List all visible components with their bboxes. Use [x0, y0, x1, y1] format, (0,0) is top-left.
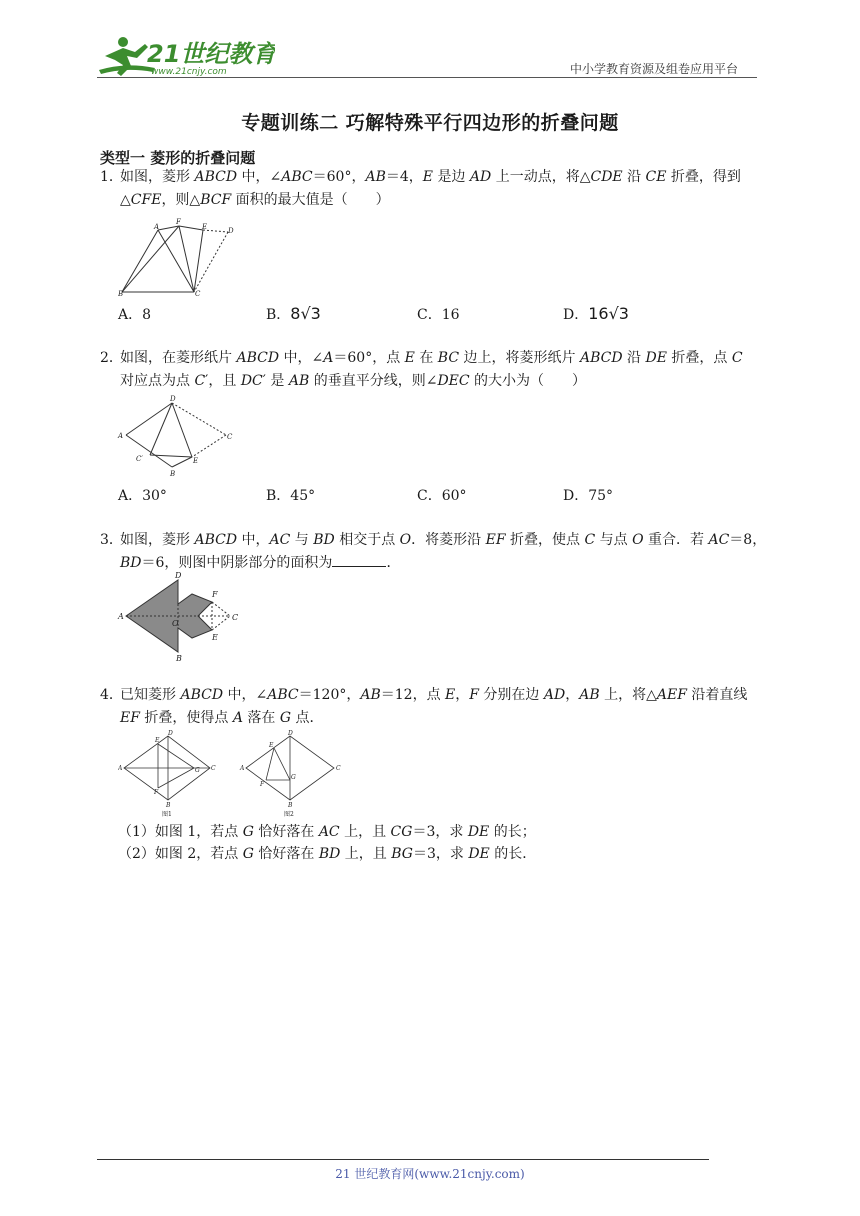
- figure-q4-2: [238, 728, 348, 824]
- svg-text:C: C: [195, 290, 201, 298]
- svg-text:A: A: [154, 223, 160, 231]
- svg-text:B: B: [288, 802, 293, 809]
- svg-text:E: E: [193, 457, 199, 465]
- svg-text:E: E: [155, 737, 160, 744]
- svg-text:A: A: [118, 432, 124, 440]
- svg-text:G: G: [291, 774, 296, 781]
- question-4: 4．已知菱形 ABCD 中，∠ABC＝120°，AB＝12，点 E，F 分别在边 AD，AB 上，将△AEF 沿着直线 EF 折叠，使得点 A 落在 G 点．: [100, 684, 770, 730]
- header-divider: [97, 77, 757, 78]
- question-4-part-2: （2）如图 2，若点 G 恰好落在 BD 上，且 BG＝3，求 DE 的长．: [118, 846, 537, 862]
- svg-text:A: A: [240, 765, 245, 772]
- question-number: 2．: [100, 350, 123, 366]
- svg-text:F: F: [176, 218, 181, 226]
- figure-q3: [116, 570, 251, 666]
- figure-label: 图2: [284, 811, 294, 818]
- svg-text:F: F: [154, 789, 159, 796]
- svg-text:C: C: [227, 433, 233, 441]
- answer-blank: [332, 552, 386, 567]
- svg-text:E: E: [202, 223, 208, 231]
- logo: [95, 32, 275, 78]
- svg-text:C: C: [336, 765, 341, 772]
- question-2: 2．如图，在菱形纸片 ABCD 中，∠A＝60°，点 E 在 BC 边上，将菱形纸片 ABCD 沿 DE 折叠，点 C 对应点为点 C′，且 DC′ 是 AB 的垂直平分线，则∠DEC 的大小为（ ）: [100, 347, 770, 393]
- svg-text:C′: C′: [136, 455, 143, 463]
- section-heading: 类型一 菱形的折叠问题: [100, 149, 256, 167]
- svg-text:B: B: [170, 470, 176, 478]
- svg-text:D: D: [175, 571, 182, 580]
- q1-option-b-value: 8√3: [290, 304, 321, 323]
- figure-q2: [116, 393, 241, 485]
- svg-text:B: B: [166, 802, 171, 809]
- svg-text:B: B: [176, 654, 182, 662]
- logo-url: www.21cnjy.com: [151, 67, 227, 77]
- q1-option-c: C．16: [417, 307, 460, 323]
- svg-text:B: B: [118, 290, 124, 298]
- svg-text:E: E: [212, 633, 218, 642]
- q1-option-d: D．16√3: [563, 304, 629, 323]
- footer-divider: [97, 1159, 709, 1160]
- svg-text:F: F: [212, 590, 218, 599]
- question-3: 3．如图，菱形 ABCD 中，AC 与 BD 相交于点 O．将菱形沿 EF 折叠，使点 C 与点 O 重合．若 AC＝8， BD＝6，则图中阴影部分的面积为 ．: [100, 529, 770, 575]
- svg-text:F: F: [260, 781, 265, 788]
- platform-label: 中小学教育资源及组卷应用平台: [570, 62, 739, 76]
- figure-q1: [118, 218, 243, 302]
- svg-text:E: E: [269, 742, 274, 749]
- footer-text: 21 世纪教育网(www.21cnjy.com): [335, 1167, 525, 1181]
- q2-option-a: A．30°: [118, 488, 167, 504]
- page-title: 专题训练二 巧解特殊平行四边形的折叠问题: [241, 112, 619, 134]
- svg-text:C: C: [232, 613, 239, 622]
- svg-text:C: C: [211, 765, 216, 772]
- q1-option-d-value: 16√3: [588, 304, 629, 323]
- question-number: 4．: [100, 687, 123, 703]
- svg-text:D: D: [228, 227, 234, 235]
- q2-option-c: C．60°: [417, 488, 467, 504]
- svg-text:G: G: [195, 767, 200, 774]
- question-number: 1．: [100, 169, 123, 185]
- svg-text:O: O: [172, 619, 179, 628]
- question-number: 3．: [100, 532, 123, 548]
- svg-text:D: D: [168, 730, 173, 737]
- svg-text:D: D: [170, 395, 176, 403]
- question-4-part-1: （1）如图 1，若点 G 恰好落在 AC 上，且 CG＝3，求 DE 的长；: [118, 824, 536, 840]
- logo-text: 21世纪教育: [147, 40, 275, 68]
- q1-option-b: B．8√3: [266, 304, 321, 323]
- svg-text:A: A: [118, 612, 124, 621]
- svg-text:D: D: [288, 730, 293, 737]
- svg-text:A: A: [118, 765, 123, 772]
- q2-option-b: B．45°: [266, 488, 316, 504]
- q2-option-d: D．75°: [563, 488, 614, 504]
- figure-q4-1: [118, 728, 218, 824]
- figure-label: 图1: [162, 811, 172, 818]
- question-1: 1．如图，菱形 ABCD 中，∠ABC＝60°，AB＝4，E 是边 AD 上一动点，将△CDE 沿 CE 折叠，得到 △CFE，则△BCF 面积的最大值是（ ）: [100, 166, 770, 212]
- q1-option-a: A．8: [118, 307, 152, 323]
